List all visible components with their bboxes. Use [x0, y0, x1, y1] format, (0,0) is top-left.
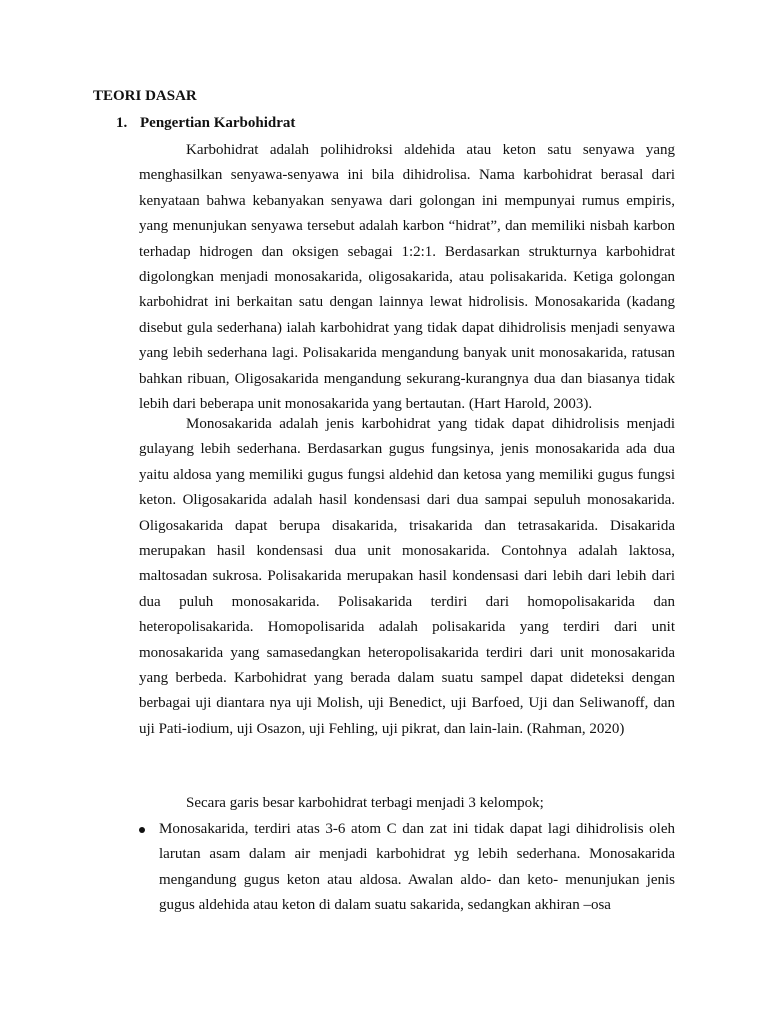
subsection-number: 1. [116, 115, 128, 131]
section-title: TEORI DASAR [93, 88, 197, 104]
list-item [139, 817, 675, 919]
paragraph-classification-intro: Secara garis besar karbohidrat terbagi menjadi 3 kelompok; [186, 795, 544, 811]
list-item-text: Monosakarida, terdiri atas 3-6 atom C dan zat ini tidak dapat lagi dihidrolisis oleh larutan asam dalam air menjadi karbohidrat yg lebih sederhana. Monosakarida mengandung gugus keton atau aldosa. Awalan aldo- dan keto- menunjukan jenis gugus aldehida atau keton di dalam suatu sakarida, sedangkan akhiran –osa [159, 821, 675, 914]
subsection-title: Pengertian Karbohidrat [140, 115, 296, 131]
bullet-icon [139, 827, 145, 833]
subsection-heading [116, 113, 295, 133]
classification-list [139, 817, 675, 919]
paragraph-definition: Karbohidrat adalah polihidroksi aldehida atau keton satu senyawa yang menghasilkan senyawa-senyawa ini bila dihidrolisa. Nama karbohidrat berasal dari kenyataan bahwa kebanyakan senyawa dari golongan ini mempunyai rumus empiris, yang menunjukan senyawa tersebut adalah karbon “hidrat”, dan memiliki nisbah karbon terhadap hidrogen dan oksigen sebagai 1:2:1. Berdasarkan strukturnya karbohidrat digolongkan menjadi monosakarida, oligosakarida, atau polisakarida. Ketiga golongan karbohidrat ini berkaitan satu dengan lainnya lewat hidrolisis. Monosakarida (kadang disebut gula sederhana) ialah karbohidrat yang tidak dapat dihidrolisis menjadi senyawa yang lebih sederhana lagi. Polisakarida mengandung banyak unit monosakarida, ratusan bahkan ribuan, Oligosakarida mengandung sekurang-kurangnya dua dan biasanya tidak lebih dari beberapa unit monosakarida yang bertautan. (Hart Harold, 2003). [139, 142, 675, 413]
paragraph-monosaccharide: Monosakarida adalah jenis karbohidrat yang tidak dapat dihidrolisis menjadi gulayang lebih sederhana. Berdasarkan gugus fungsinya, jenis monosakarida ada dua yaitu aldosa yang memiliki gugus fungsi aldehid dan ketosa yang memiliki gugus fungsi keton. Oligosakarida adalah hasil kondensasi dari dua sampai sepuluh monosakarida. Oligosakarida dapat berupa disakarida, trisakarida dan tetrasakarida. Disakarida merupakan hasil kondensasi dua unit monosakarida. Contohnya adalah laktosa, maltosadan sukrosa. Polisakarida merupakan hasil kondensasi dari lebih dari lebih dari dua puluh monosakarida. Polisakarida terdiri dari homopolisakarida dan heteropolisakarida. Homopolisarida adalah polisakarida yang terdiri dari unit monosakarida yang samasedangkan heteropolisakarida terdiri dari unit monosakarida yang berbeda. Karbohidrat yang berada dalam suatu sampel dapat dideteksi dengan berbagai uji diantara nya uji Molish, uji Benedict, uji Barfoed, Uji dan Seliwanoff, dan uji Pati-iodium, uji Osazon, uji Fehling, uji pikrat, dan lain-lain. (Rahman, 2020) [139, 416, 675, 737]
